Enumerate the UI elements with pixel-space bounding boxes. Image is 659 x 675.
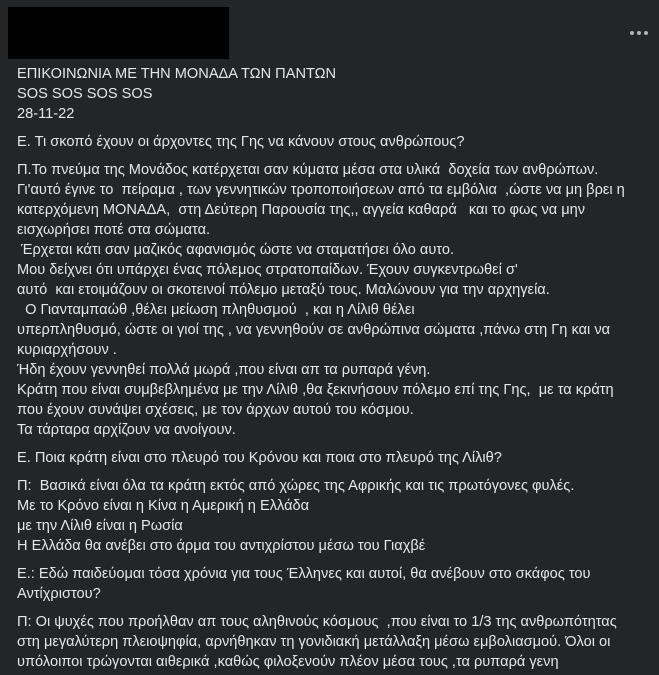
text-line: Π: Οι ψυχές που προήλθαν απ τους αληθινούς κόσμους ,που είναι το 1/3 της ανθρωπότητας xyxy=(17,614,617,630)
dot xyxy=(630,31,634,35)
paragraph xyxy=(17,160,659,440)
text-line: Μου δείχνει ότι υπάρχει ένας πόλεμος στρατοπαίδων. Έχουν συγκεντρωθεί σ' xyxy=(17,262,518,278)
text-line: Γι'αυτό έγινε το πείραμα , των γεννητικών τροποποιήσεων από τα εμβόλια ,ώστε να μη βρει η xyxy=(17,182,625,198)
post-date: 28-11-22 xyxy=(17,106,75,122)
text-line: εισχωρήσει ποτέ στα σώματα. xyxy=(17,222,211,238)
text-line: κυριαρχήσουν . xyxy=(17,342,117,358)
text-line: Π.Το πνεύμα της Μονάδος κατέρχεται σαν κύματα μέσα στα υλικά δοχεία των ανθρώπων. xyxy=(17,162,599,178)
text-line: Ε.: Εδώ παιδεύομαι τόσα χρόνια για τους Έλληνες και αυτοί, θα ανέβουν στο σκάφος του xyxy=(17,566,591,582)
paragraph xyxy=(17,476,659,556)
paragraph-gap xyxy=(17,152,659,160)
post-title: ΕΠΙΚΟΙΝΩΝΙΑ ΜΕ ΤΗΝ ΜΟΝΑΔΑ ΤΩΝ ΠΑΝΤΩΝ xyxy=(17,66,337,82)
paragraph-gap xyxy=(17,124,659,132)
paragraph-gap xyxy=(17,468,659,476)
paragraph-gap xyxy=(17,440,659,448)
text-line: αυτό και ετοιμάζουν οι σκοτεινοί πόλεμο μεταξύ τους. Μαλώνουν για την αρχηγεία. xyxy=(17,282,550,298)
text-line: υπόλοιποι τρώγονται αιθερικά ,καθώς φιλοξενούν πλέον μέσα τους ,τα ρυπαρά γενη xyxy=(17,654,559,670)
text-line: Έρχεται κάτι σαν μαζικός αφανισμός ώστε να σταματήσει όλο αυτο. xyxy=(17,242,455,258)
post-body xyxy=(17,124,659,672)
more-dots-icon[interactable] xyxy=(627,21,651,45)
paragraph-gap xyxy=(17,556,659,564)
text-line: με την Λίλιθ είναι η Ρωσία xyxy=(17,518,183,534)
dot xyxy=(644,31,648,35)
text-line: Η Ελλάδα θα ανέβει στο άρμα του αντιχρίστου μέσω του Γιαχβέ xyxy=(17,538,426,554)
paragraph xyxy=(17,612,659,672)
paragraph xyxy=(17,564,659,604)
redacted-author-header xyxy=(8,7,229,59)
text-line: που έχουν συνάψει σχέσεις, με τον άρχων αυτού του κόσμου. xyxy=(17,402,414,418)
text-line: Τα τάρταρα αρχίζουν να ανοίγουν. xyxy=(17,422,236,438)
text-line: κατερχόμενη ΜΟΝΑΔΑ, στη Δεύτερη Παρουσία της,, αγγεία καθαρά και το φως να μην xyxy=(17,202,586,218)
paragraph xyxy=(17,448,659,468)
post-text xyxy=(17,64,659,672)
post-subtitle: SOS SOS SOS SOS xyxy=(17,86,153,102)
paragraph-gap xyxy=(17,604,659,612)
text-line: Αντίχριστου? xyxy=(17,586,101,602)
text-line: Ο Γιανταμπαώθ ,θέλει μείωση πληθυσμού , και η Λίλιθ θέλει xyxy=(17,302,415,318)
text-line: Π: Βασικά είναι όλα τα κράτη εκτός από χώρες της Αφρικής και τις πρωτόγονες φυλές. xyxy=(17,478,575,494)
text-line: υπερπληθυσμό, ώστε οι γιοί της , να γεννηθούν σε ανθρώπινα σώματα ,πάνω στη Γη και να xyxy=(17,322,611,338)
text-line: Ε. Ποια κράτη είναι στο πλευρό του Κρόνου και ποια στο πλευρό της Λίλιθ? xyxy=(17,450,502,466)
paragraph xyxy=(17,132,659,152)
text-line: Με το Κρόνο είναι η Κίνα η Αμερική η Ελλάδα xyxy=(17,498,310,514)
text-line: Ήδη έχουν γεννηθεί πολλά μωρά ,που είναι απ τα ρυπαρά γένη. xyxy=(17,362,431,378)
text-line: Κράτη που είναι συμβεβλημένα με την Λίλιθ ,θα ξεκινήσουν πόλεμο επί της Γης, με τα κράτη xyxy=(17,382,614,398)
text-line: στη μεγαλύτερη πλειοψηφία, αρνήθηκαν τη γονιδιακή μετάλλαξη μέσω εμβολιασμού. Όλοι οι xyxy=(17,634,611,650)
dot xyxy=(637,31,641,35)
text-line: Ε. Τι σκοπό έχουν οι άρχοντες της Γης να κάνουν στους ανθρώπους? xyxy=(17,134,465,150)
